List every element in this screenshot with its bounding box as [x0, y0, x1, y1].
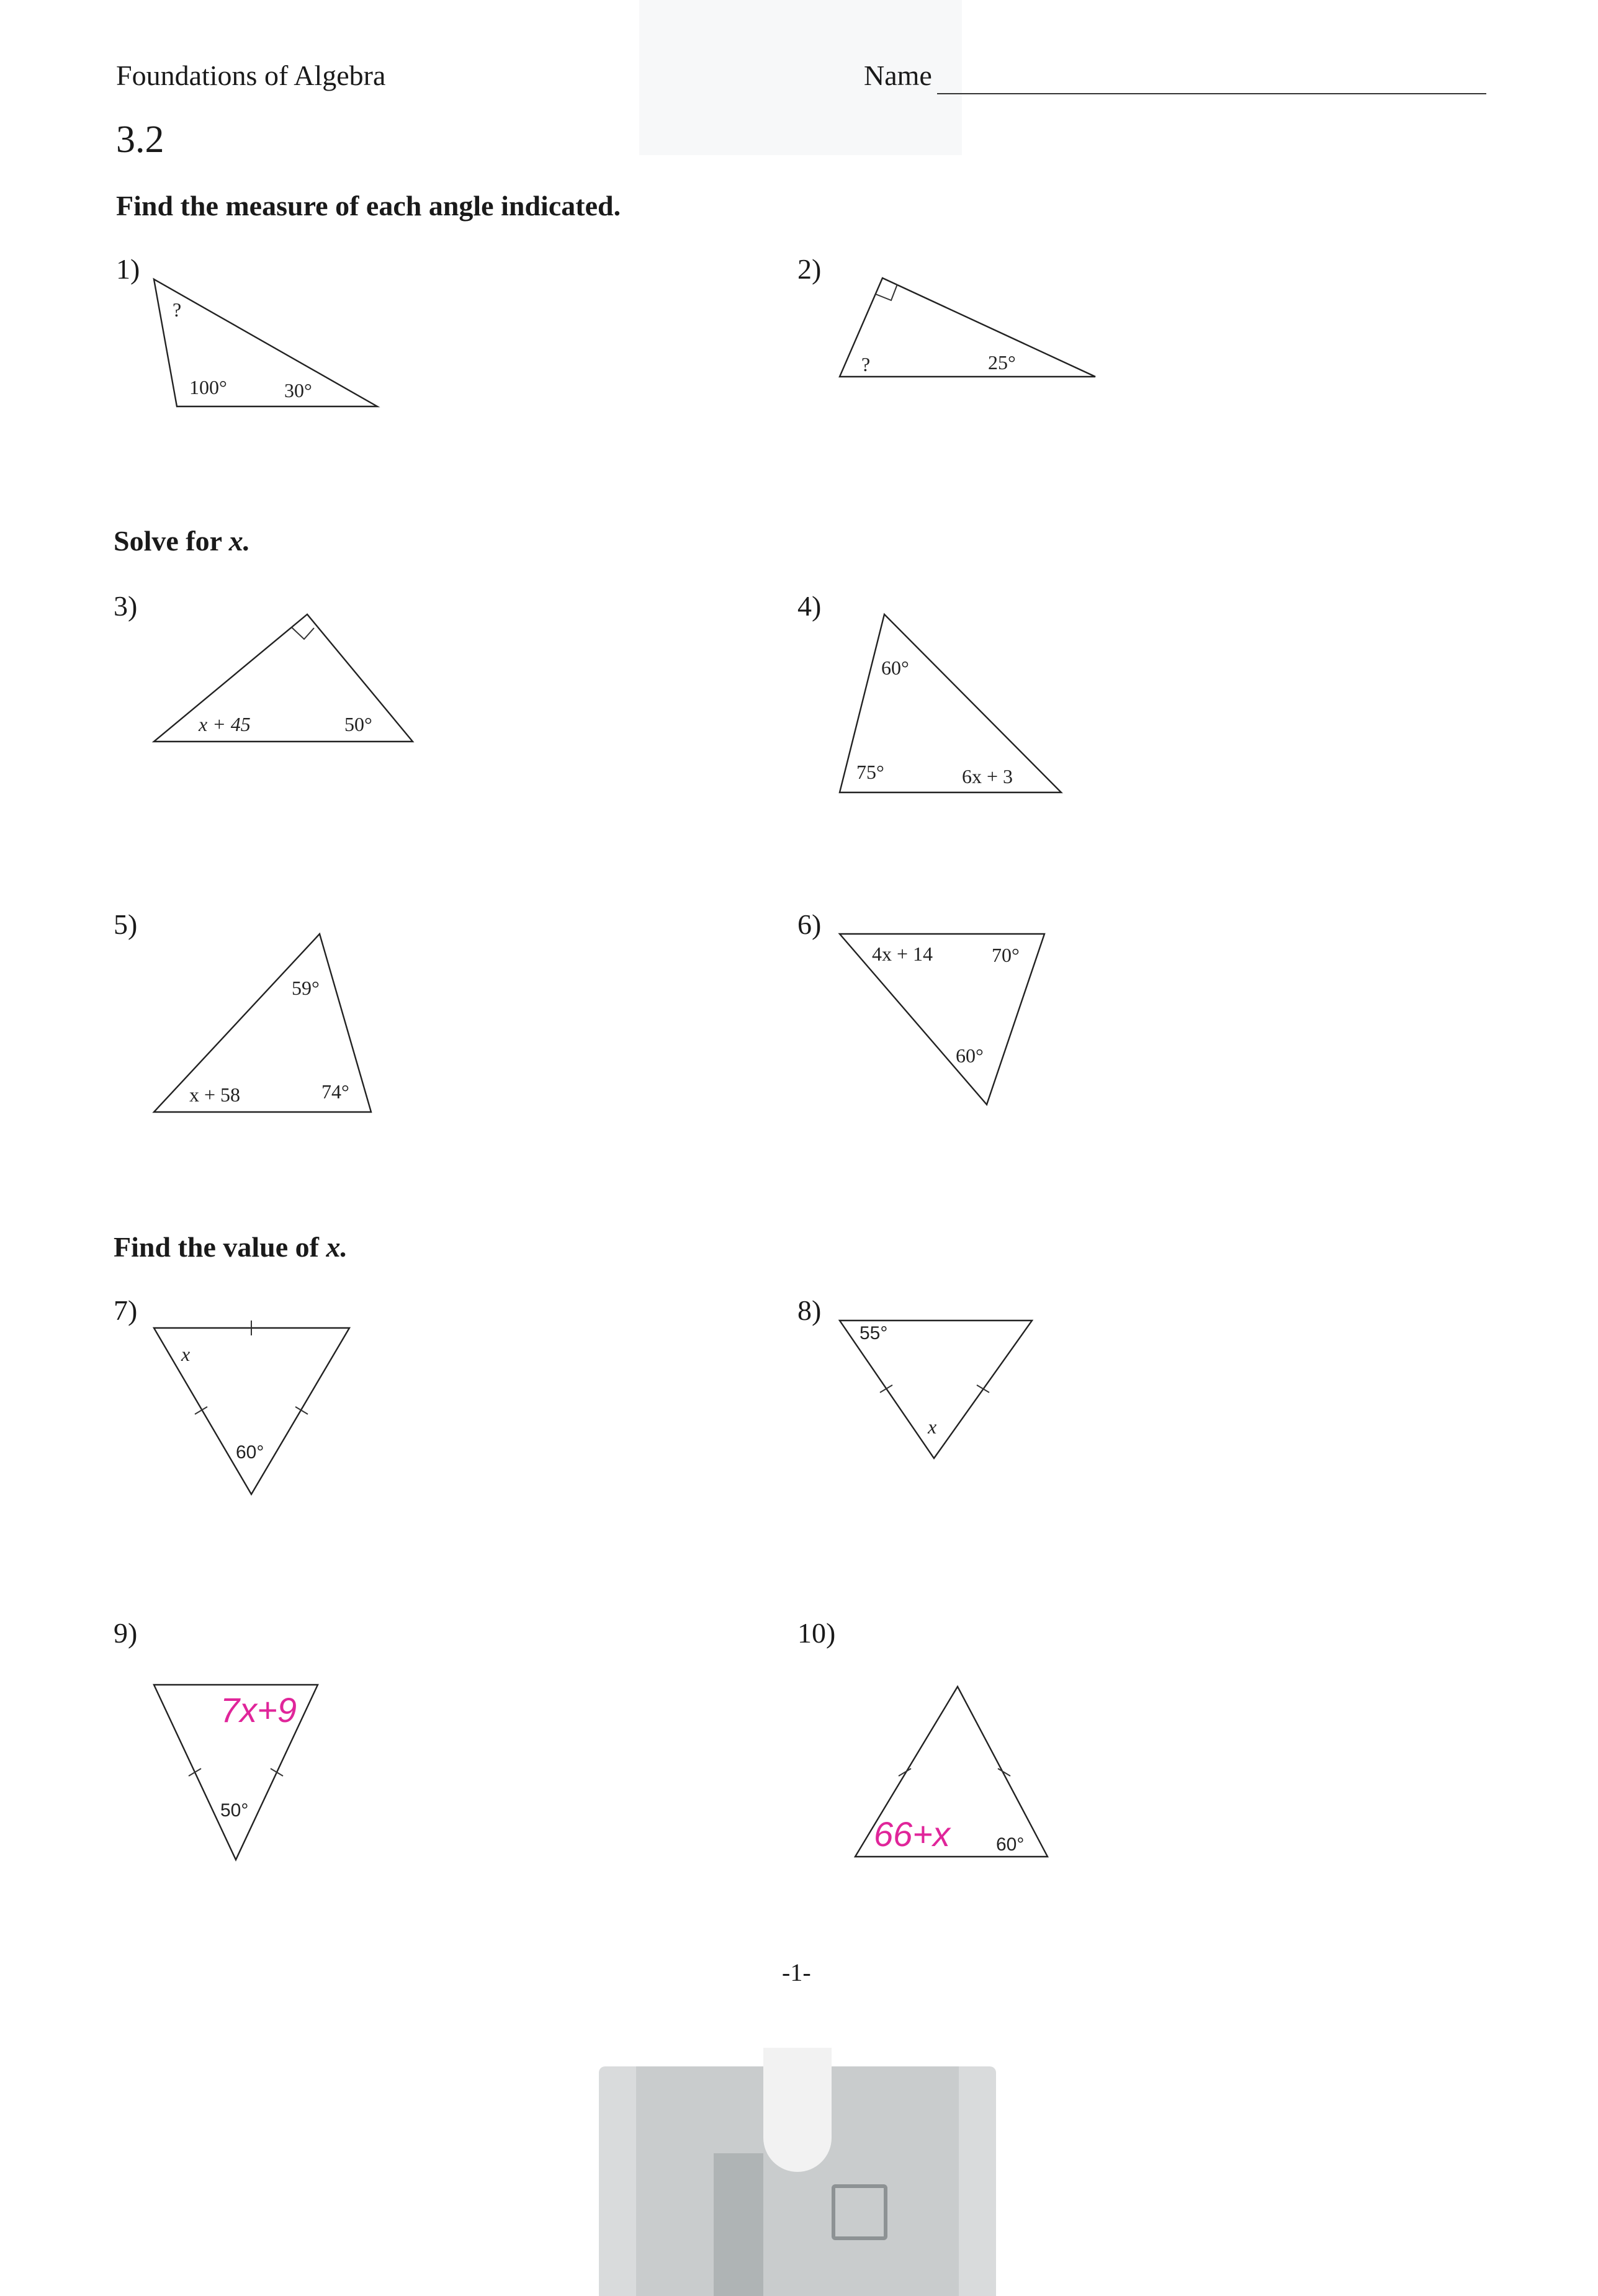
angle-variable: x: [181, 1343, 191, 1365]
triangle-1: [154, 279, 377, 406]
angle-label: 25°: [988, 351, 1016, 374]
angle-label: 74°: [321, 1080, 349, 1103]
angle-label: 59°: [292, 977, 320, 999]
congruence-tick: [977, 1385, 989, 1392]
problem-number: 7): [114, 1294, 138, 1326]
triangle-10: [855, 1687, 1048, 1857]
problem-number: 9): [114, 1617, 138, 1649]
angle-expression: 4x + 14: [872, 943, 933, 965]
triangle-3: [154, 614, 413, 742]
angle-label: 30°: [284, 379, 312, 401]
angle-label: 100°: [189, 376, 227, 398]
angle-label: 60°: [996, 1834, 1025, 1855]
angle-label: 60°: [881, 657, 909, 679]
triangle-5: [154, 934, 371, 1112]
problem-number: 10): [797, 1617, 836, 1649]
angle-label: ?: [861, 353, 871, 375]
instruction-variable: x.: [228, 525, 251, 557]
instruction-variable: x.: [326, 1231, 348, 1263]
problem-number: 3): [114, 590, 138, 622]
problem-number: 4): [797, 590, 822, 622]
angle-label: 55°: [860, 1323, 888, 1343]
congruence-tick: [880, 1385, 892, 1392]
triangle-outline: [154, 279, 377, 406]
name-label: Name: [864, 60, 932, 91]
triangle-7: [154, 1321, 349, 1494]
angle-expression: x + 58: [189, 1083, 241, 1106]
triangle-4: [840, 614, 1061, 792]
congruence-tick: [189, 1769, 201, 1776]
right-angle-mark: [292, 627, 314, 639]
angle-variable: x: [928, 1415, 937, 1438]
angle-label: 60°: [236, 1442, 264, 1463]
triangle-outline: [840, 278, 1095, 377]
triangle-9: [154, 1685, 318, 1860]
section-number: 3.2: [116, 119, 164, 161]
instruction-text: Solve for: [114, 525, 229, 557]
page-number: -1-: [782, 1958, 811, 1986]
triangle-8: [840, 1321, 1032, 1458]
instruction-text: Find the value of: [114, 1231, 326, 1263]
angle-label: 70°: [992, 944, 1020, 966]
course-title: Foundations of Algebra: [116, 60, 386, 91]
angle-expression: 6x + 3: [962, 765, 1013, 787]
triangle-6: [840, 934, 1044, 1105]
angle-label: 75°: [856, 761, 884, 783]
handwritten-answer: 7x+9: [220, 1690, 297, 1729]
problem-number: 1): [116, 253, 140, 285]
problem-number: 6): [797, 908, 822, 940]
angle-label: ?: [173, 298, 182, 321]
triangle-outline: [154, 614, 413, 742]
angle-expression: x + 45: [199, 713, 251, 735]
instruction-text: Find the measure of each angle indicated.: [116, 190, 621, 222]
handwritten-answer: 66+x: [874, 1814, 950, 1854]
problem-number: 5): [114, 908, 138, 940]
angle-label: 60°: [956, 1044, 984, 1067]
problem-number: 8): [797, 1294, 822, 1326]
triangle-2: [840, 278, 1095, 377]
angle-label: 50°: [344, 713, 372, 735]
problem-number: 2): [797, 253, 822, 285]
congruence-tick: [271, 1769, 283, 1776]
angle-label: 50°: [220, 1800, 249, 1821]
